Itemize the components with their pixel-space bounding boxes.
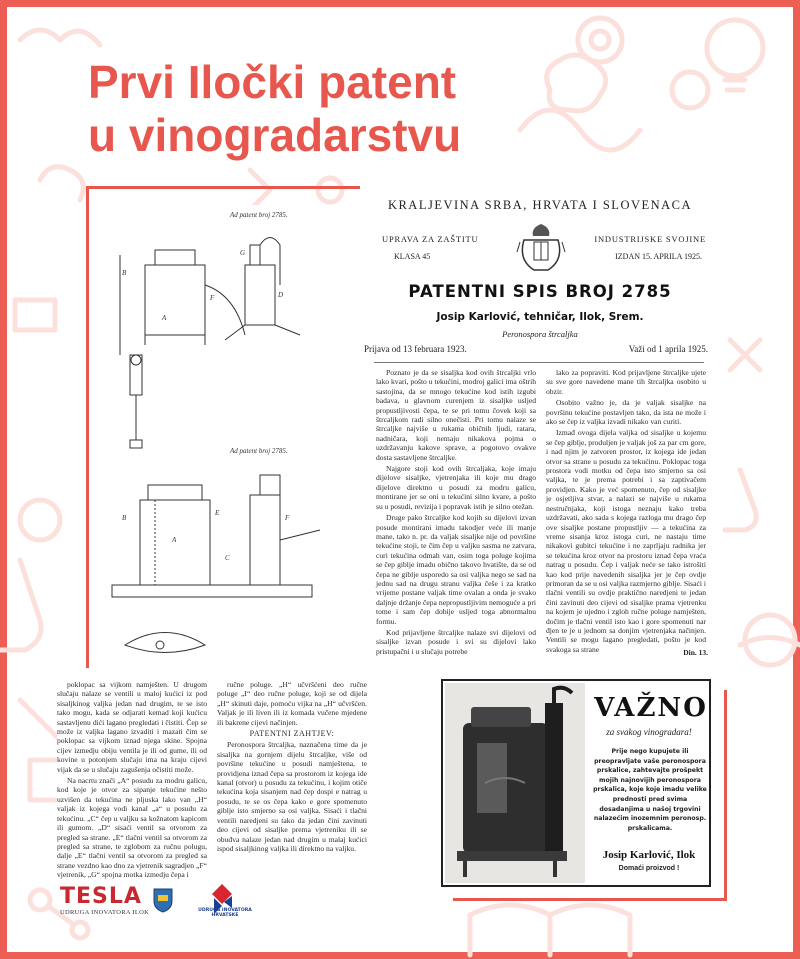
- drawing-caption-bottom: Ad patent broj 2785.: [230, 447, 288, 455]
- svg-text:C: C: [225, 554, 230, 562]
- pump-sprayer-drawing-bottom: [100, 460, 365, 665]
- ad-heading: VAŽNO: [594, 693, 708, 723]
- cloud-doodle-icon: [20, 30, 100, 45]
- patent-class: KLASA 45: [394, 252, 431, 261]
- filing-date: Prijava od 13 februara 1923.: [364, 344, 467, 354]
- drawing-caption-top: Ad patent broj 2785.: [230, 211, 288, 219]
- ad-signature: Josip Karlović, Ilok: [602, 849, 696, 861]
- paragraph: Kod prijavljene štrcaljke nalaze svi dijelovi od sisaljke izvan posude i svi su dijelovi lako pristupačni i u slučaju potrebe: [376, 627, 536, 656]
- ad-signature-sub: Domaći proizvod !: [618, 865, 680, 872]
- pump-sprayer-drawing-top: [100, 225, 365, 455]
- paragraph: Najgore stoji kod ovih štrcaljaka, koje imaju dijelove sisaljke, vjetrenjaka ili koje mu drago dijelove direktno u posudi za modru galicu, montirane jer se oni u tekućini silno kvare, a pošto su u posudi, revizija i popravak istih je silno otežan.: [376, 464, 536, 511]
- svg-text:B: B: [122, 514, 127, 522]
- advertisement-panel: [441, 679, 711, 887]
- svg-text:F: F: [285, 514, 290, 522]
- patent-holder: Josip Karlović, tehničar, Ilok, Srem.: [436, 311, 644, 323]
- ad-subheading: za svakog vinogradara!: [606, 727, 692, 737]
- paragraph: Na nacrtu znači „A“ posudu za modru galicu, kod koje je otvor za sipanje tekućine nešto uzvišen da tekućina ne pljuska lako van „H“ valjak iz kojega vodi kanal „a“ u posudu za tekućinu. „C“ čep u valjku sa kožnatom kapicom ili gumom. „D“ sisaći ventil sa otvorom za pregled sa strane. „E“ tlačni ventil sa otvorom za pregled sa strane, te zglobom za ručnu polugu, dalje „E“ tlačni ventil sa otvorom za pregled sa strane vezdno kao dno za vjetrenik sagradjen „F“ vjetrenik, „G“ spojna motka izmedju čepa i: [57, 776, 207, 880]
- paragraph: Poznato je da se sisaljka kod ovih štrcaljki vrlo lako kvari, pošto u tekućini, modroj galici ima oštrih sastojina, da se mnogo tekućine kod istih izgubi badava, u glavnom curenjem iz sisaljke usljed propustljivosti čepa, te se pri tomu čovek koji sa štrcaljkom radi silno onečisti. Pri tomu nalaze se štrcaljke najviše u rukama običnih ljudi, ratara, nadničara, koji nemaju nikakova pojma o uzdržavanju kakove sprave, a pogotovo ovakve dosta sastavljene štrcaljke.: [376, 368, 536, 462]
- svg-text:A: A: [162, 314, 167, 322]
- coat-of-arms-icon: [516, 220, 566, 276]
- kingdom-heading: KRALJEVINA SRBA, HRVATA I SLOVENACA: [387, 198, 693, 212]
- patent-text-column-left: [376, 368, 536, 656]
- office-left: UPRAVA ZA ZAŠTITU: [382, 234, 479, 244]
- svg-text:A: A: [172, 536, 177, 544]
- paragraph: Osobito važno je, da je valjak sisaljke na površinu tekućine postavljen tako, da ista ne može i ako se čep iz valjka izvadi nikako van curiti.: [546, 398, 706, 427]
- continuation-column-left: [57, 680, 207, 880]
- page-title: [88, 56, 461, 162]
- ilok-coat-of-arms-icon: [152, 887, 174, 913]
- paragraph: Izmađ ovoga dijela valjka od sisaljke u kojemu se čep giblje, produljen je valjak još za par cm gore, i nad njim je zatvoren prostor, iz kojega ide jedan otvor sa strane u posudu za tekućinu. Poklopac toga prostora vodi motku od čepa isto smjerno sa osi valjka, te je prema potrebi i sa zaptivačem providjen. Kako je već spomenuto, čep od sisaljke je osjetljiva stvar, a nalazi se najviše u rukama nestručnjaka, koji istoga neznaju kako treba uzdržavati, ako sada s kojega razloga mu drago čep ove sisaljke postane propustljiv — a tekućina za vreme sisanja kroz istoga curi, ne nastaju time nikakovi gubitci tekućine i ne zaprljaju radnika jer se tekućina kroz otvor na prostoru iznad čepa vraća natrag u posudu. Čep i valjak neće se tako istrošiti kao kod prije navedenih sisaljka jer je čep ovdje primoran da se u osi valjka razmjerno giblje. Sisaći i tlačni ventili su ovdje praktično naredjeni te jedan čini zavinuti deo cijevi od sisaljke prama vjetrenku na kojem je ujedno i zgloh ručne poluge namješten, dočim je tlačni ventil isto kao i gore spomenuti nar đjen te je u jednom sa donjim vjetrenjaka načinjen. Ventili se mogu lagano pregledati, pošto je kod svakoga sa strane: [546, 428, 706, 654]
- accent-line-right-vertical: [724, 690, 727, 901]
- issue-date: IZDAN 15. APRILA 1925.: [615, 252, 702, 261]
- uih-logo-text: UDRUGA INOVATORA HRVATSKE: [198, 908, 252, 919]
- title-line-1: Prvi Iločki patent: [88, 56, 457, 108]
- title-line-2: u vinogradarstvu: [88, 109, 462, 161]
- ad-body: Prije nego kupujete ili preopravljate vaše peronospora prskalice, zahtevajte prošpekt mojih najnovijih peronospora prskalica, koje koje imadu velike prednosti pred svima dosadanjima u našoj trgovini nalazećim inozemnim peronosp. prskalicama.: [593, 748, 707, 832]
- patent-continuation-panel: [57, 678, 367, 880]
- claims-heading: PATENTNI ZAHTJEV:: [249, 729, 335, 739]
- patent-number-heading: PATENTNI SPIS BROJ 2785: [408, 282, 672, 301]
- tesla-logo: [60, 885, 160, 921]
- claims-text: Peronospora štrcaljka, naznačena time da je sisaljka na gornjem dijelu štrcaljke, više od površine tekućine u posudi namještena, te providjena iznad čepa sa prostorom iz kojega ide kanal (otvor) u posudu za tekućinu, i kojim otiče tekućina koja sisanjem nad čep dospi e natrag u posudu, te se os čepa kako e gore spomenuto giblje isto smjerno sa osi valjka. Sisaći i tlačni ventili naredjeni su tako da jedan čini zavinuti deo cijevi od sisaljke prema vjetreniku ili se obuđva nalaze jedan nad drugim u malaj kućici ispod sisaljkinog valjka ili direktno na valjku.: [217, 740, 367, 853]
- paragraph: ručne poluge. „H“ učvršćeni deo ručne poluge „I“ deo ručne poluge, koji se od dijela „H“ skinuti daje, pomoću vijka na „H“ učvršćen. Valjak je ili liven ili iz komada vučene mjedene ili bakrene cijevi načinjen.: [217, 680, 367, 727]
- tesla-logo-subtitle: UDRUGA INOVATORA ILOK: [60, 909, 150, 916]
- paragraph: lako za popraviti. Kod prijavljene štrcaljke ujete su sve gore navedene mane tih štrcaljka osobito u obzir.: [546, 368, 706, 396]
- uih-logo: [190, 882, 260, 922]
- svg-text:G: G: [240, 249, 246, 257]
- continuation-column-right: [217, 680, 367, 856]
- accent-line-left-vertical: [86, 186, 89, 668]
- svg-text:F: F: [210, 294, 215, 302]
- patent-drawings-panel: [100, 205, 365, 660]
- patent-subject: Peronospora štrcaljka: [502, 329, 578, 339]
- paragraph: Druge pako štrcaljke kod kojih su dijelovi izvan posude montirani imadu takodjer veće ili manje mane, tako n. pr. da valjak sisaljke nije od površine tekućine stoji, te čim čep u valjku sasma ne zatvara, curi tekućina odmah van, osim toga poluge kojima se čep giblje imadu obično takovo hvatište, da se od čepa ne giblje usporedo sa osi valjka nego se sad na jednu sad na drugu stranu valjka češe i za kratko vrijeme postane valjak time ovalan a onda je svako daljnje držanje čepa nepropustljivim nemoguće a pri tome i sam čep dobije usljed toga abnormalnu formu.: [376, 513, 536, 626]
- office-right: INDUSTRIJSKE SVOJINE: [594, 234, 706, 244]
- svg-text:E: E: [215, 509, 220, 517]
- valid-date: Važi od 1 aprila 1925.: [628, 344, 708, 354]
- patent-document-panel: [364, 190, 716, 660]
- svg-text:D: D: [278, 291, 284, 299]
- header-rule: [374, 362, 704, 363]
- page-mark: Din. 13.: [683, 648, 708, 657]
- accent-line-top-horizontal: [86, 186, 360, 189]
- tesla-logo-wordmark: TESLA: [60, 884, 142, 909]
- paragraph: poklopac sa vijkom namješten. U drugom slučaju nalaze se ventili u maloj kućici iz pod sisaljkinog valjka jedan nad drugim, te se isto tako mogu, kada se odjarati kemad koji kućicu sastavljenu dići lagano pregledati i čistiti. Čep se može iz valjka lagano izvaditi i mazati čim se poklopac sa vijkom iznad njega skine. Spojna cijev izmedju obiju ventila je ili od gume, ili od kovine u potonjem slučaju ima na kraju cijevi vijak da se u slučaju zagušenja očistiti može.: [57, 680, 207, 774]
- svg-text:B: B: [122, 269, 127, 277]
- sprayer-photo: [445, 683, 585, 883]
- accent-line-bottom-horizontal: [453, 898, 727, 901]
